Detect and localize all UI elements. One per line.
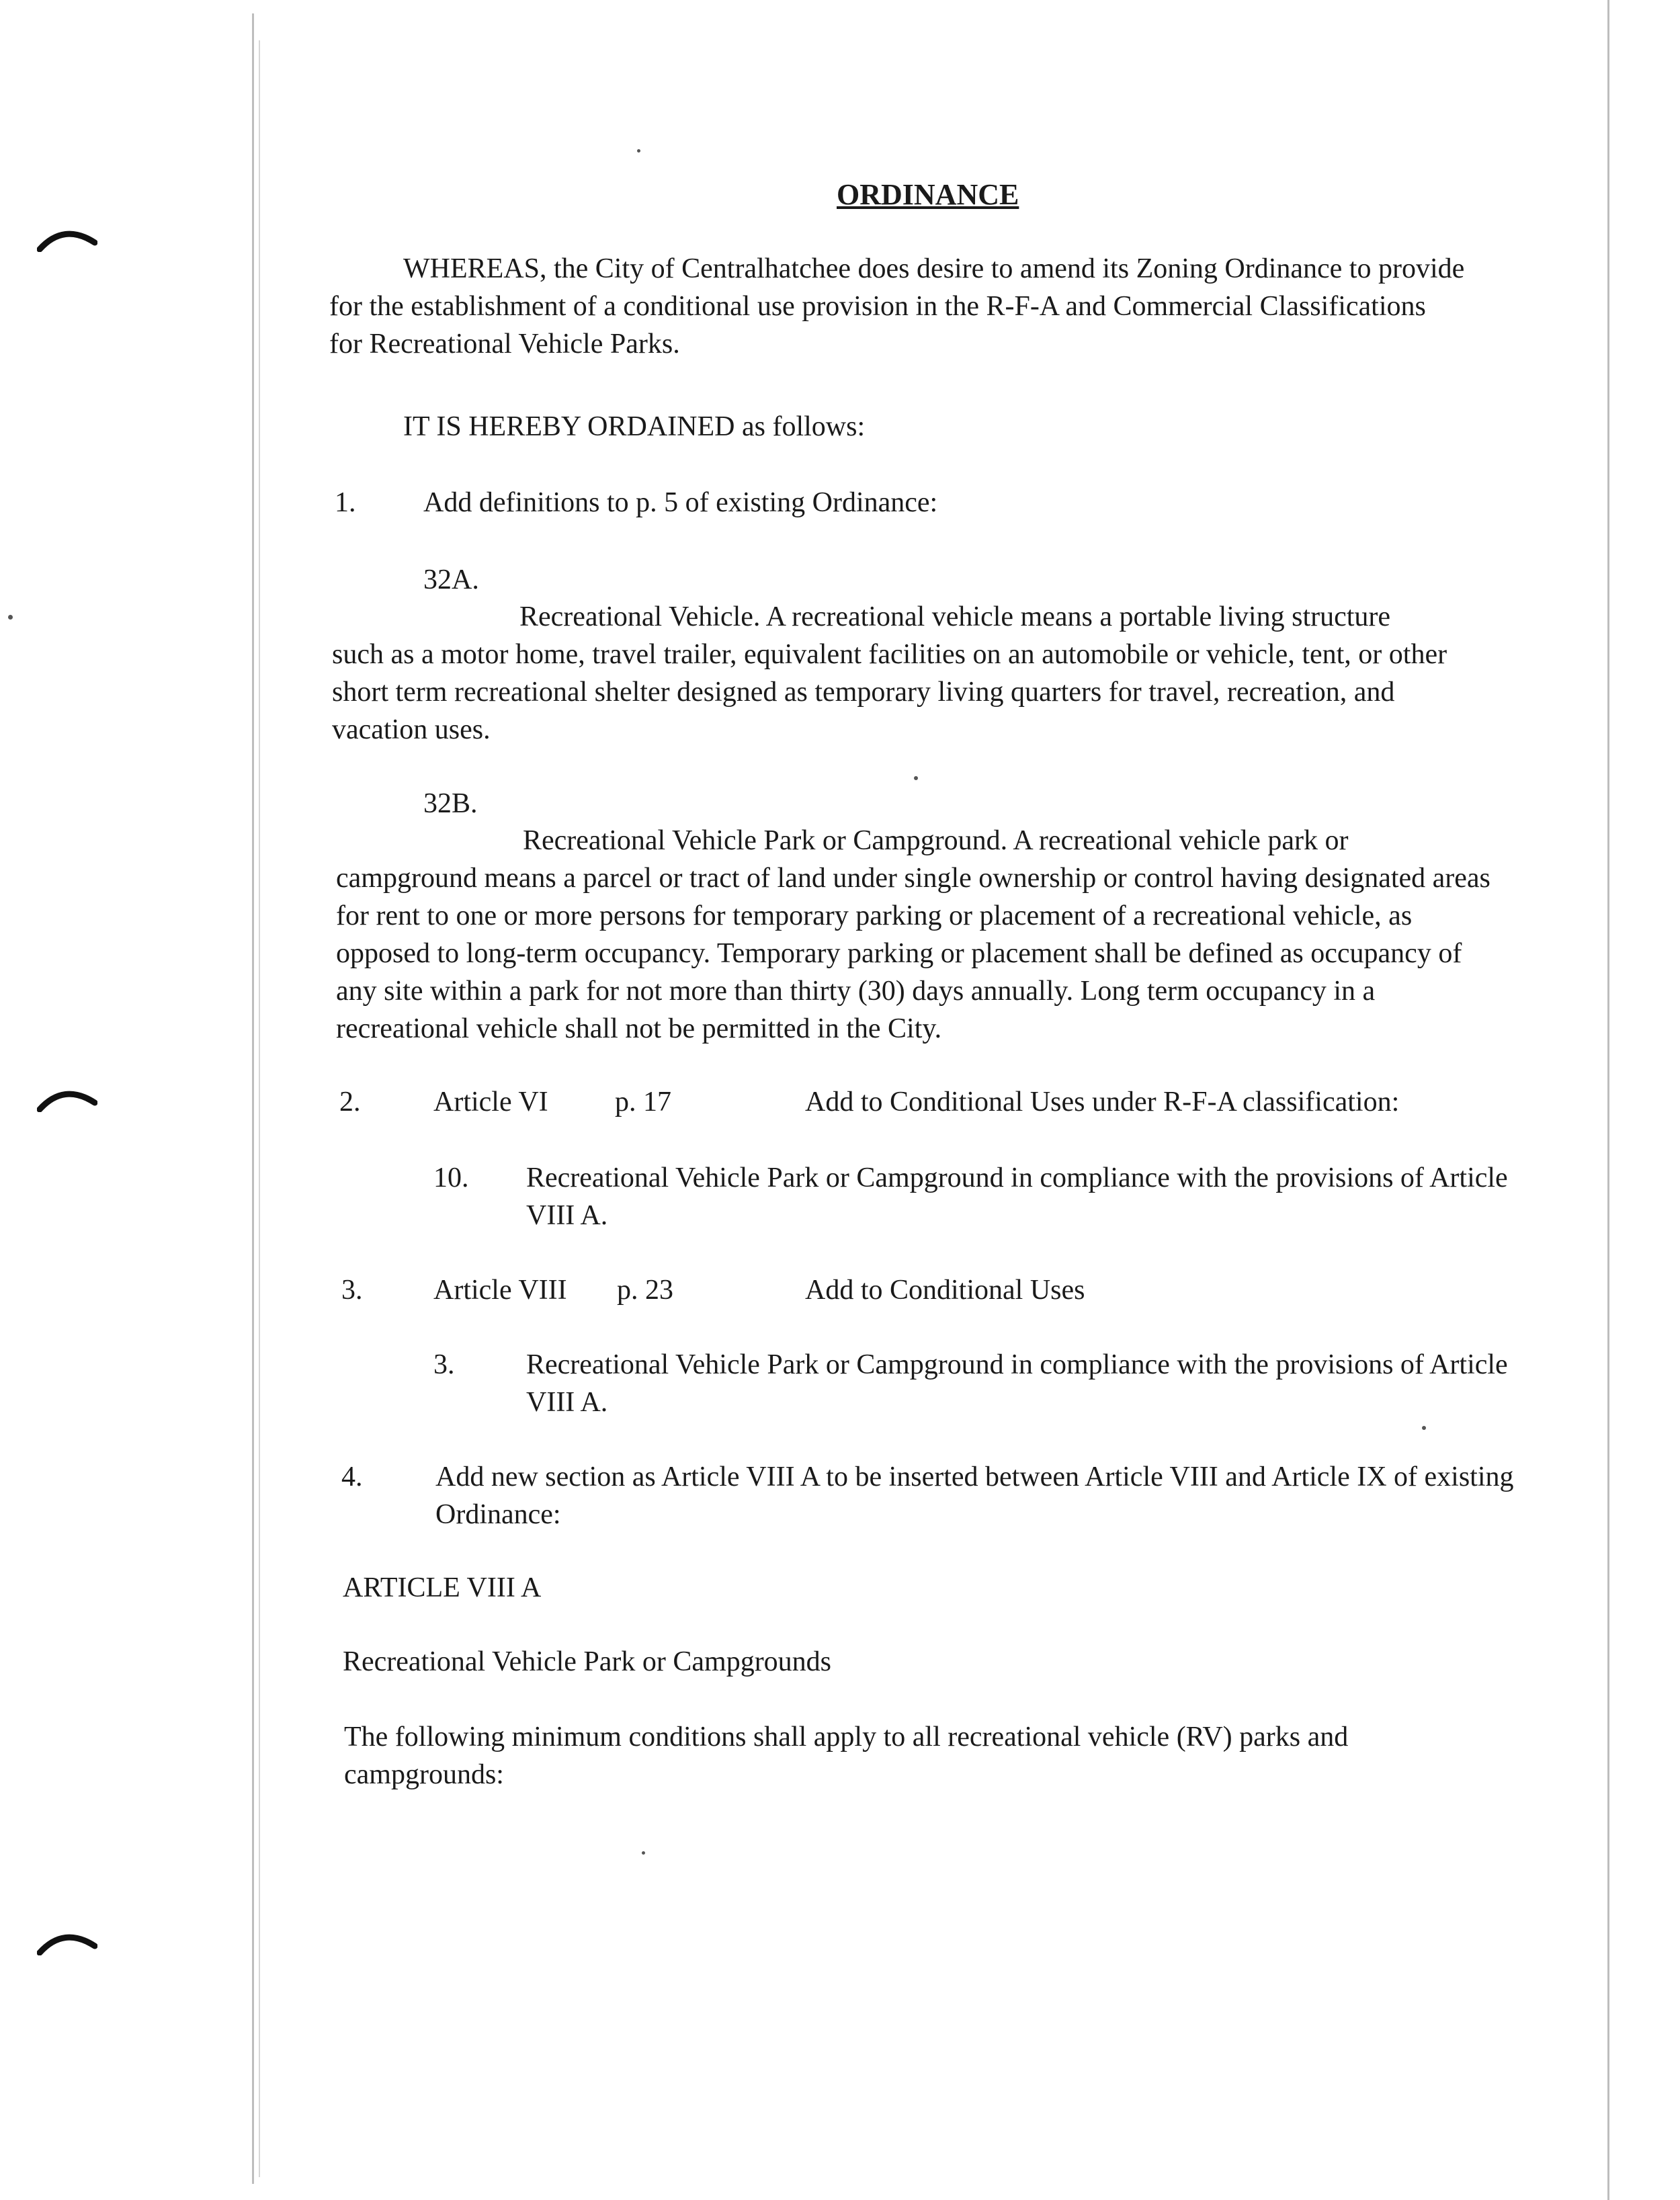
item-3-article: Article VIII xyxy=(433,1275,567,1306)
item-2-sub-number: 10. xyxy=(433,1162,469,1193)
article-heading: ARTICLE VIII A xyxy=(343,1572,542,1603)
item-2-text: Add to Conditional Uses under R-F-A classification: xyxy=(805,1087,1400,1117)
item-3-number: 3. xyxy=(341,1275,363,1306)
item-1-text: Add definitions to p. 5 of existing Ordinance: xyxy=(423,487,938,518)
document-title: ORDINANCE xyxy=(837,178,1019,211)
definition-32a-label: 32A. xyxy=(423,564,479,595)
definition-32b-label: 32B. xyxy=(423,788,478,819)
left-scan-edge-line xyxy=(252,13,254,2184)
whereas-paragraph: WHEREAS, the City of Centralhatchee does desire to amend its Zoning Ordinance to provide for the establishment of a conditional use provision in the R-F-A and Commercial Classifications for Recreational Vehicle Parks. xyxy=(329,253,1465,359)
definition-32b-body: campground means a parcel or tract of land under single ownership or control having designated areas for rent to one or more persons for temporary parking or placement of a recreational vehicle, as opposed to long-term occupancy. Temporary parking or placement shall be defined as occupancy of any site within a park for not more than thirty (30) days annually. Long term occupancy in a recreational vehicle shall not be permitted in the City. xyxy=(336,863,1490,1044)
scan-speck xyxy=(1422,1426,1426,1430)
item-4-number: 4. xyxy=(341,1462,363,1492)
left-scan-edge-line-2 xyxy=(259,40,260,2177)
definition-32b-first-line: Recreational Vehicle Park or Campground. A recreational vehicle park or xyxy=(523,825,1349,856)
hole-punch-mark-top xyxy=(37,225,97,252)
item-2-sub-text: Recreational Vehicle Park or Campground in compliance with the provisions of Article VIII A. xyxy=(526,1162,1508,1231)
item-3-page: p. 23 xyxy=(617,1275,673,1306)
item-3-text: Add to Conditional Uses xyxy=(805,1275,1085,1306)
scan-speck xyxy=(642,1851,645,1855)
item-3-sub-number: 3. xyxy=(433,1349,455,1380)
hole-punch-mark-bottom xyxy=(37,1929,97,1955)
scan-speck xyxy=(637,149,640,153)
scan-speck xyxy=(8,615,13,620)
item-4-text: Add new section as Article VIII A to be inserted between Article VIII and Article IX of existing Ordinance: xyxy=(435,1462,1514,1530)
item-3-sub-text: Recreational Vehicle Park or Campground in compliance with the provisions of Article VIII A. xyxy=(526,1349,1508,1418)
item-2-number: 2. xyxy=(339,1087,361,1117)
item-1-number: 1. xyxy=(335,487,356,518)
item-2-article: Article VI xyxy=(433,1087,548,1117)
article-subheading: Recreational Vehicle Park or Campgrounds xyxy=(343,1646,832,1677)
hole-punch-mark-middle xyxy=(37,1085,97,1112)
definition-32a-body: such as a motor home, travel trailer, equivalent facilities on an automobile or vehicle, tent, or other short term recreational shelter designed as temporary living quarters for travel, recreation, and vacation uses. xyxy=(332,639,1447,745)
right-scan-edge-line xyxy=(1607,0,1609,2200)
item-2-page: p. 17 xyxy=(615,1087,671,1117)
definition-32a-first-line: Recreational Vehicle. A recreational vehicle means a portable living structure xyxy=(519,601,1391,632)
scan-speck xyxy=(914,776,918,780)
closing-paragraph: The following minimum conditions shall apply to all recreational vehicle (RV) parks and campgrounds: xyxy=(344,1722,1349,1790)
ordained-statement: IT IS HEREBY ORDAINED as follows: xyxy=(403,411,866,442)
